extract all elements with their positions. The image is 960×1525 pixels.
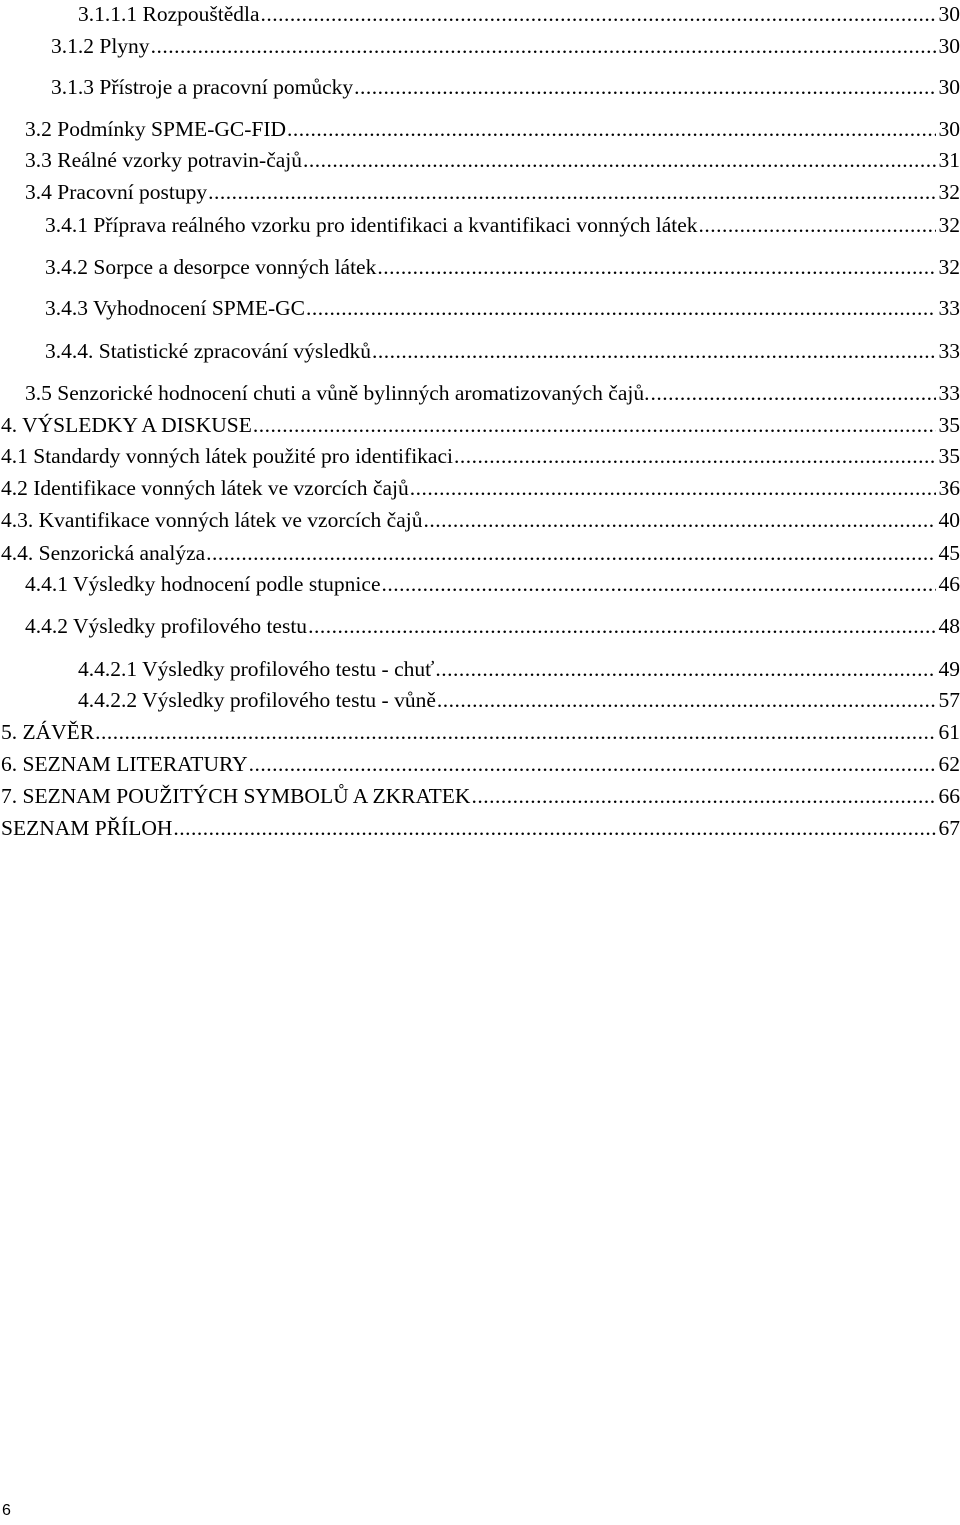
toc-entry-title: 4.4.2.2 Výsledky profilového testu - vůně bbox=[78, 688, 436, 712]
toc-entry[interactable] bbox=[1, 782, 960, 810]
toc-dot-leader bbox=[249, 750, 936, 778]
toc-entry[interactable] bbox=[1, 411, 960, 439]
toc-entry-title: 3.4.3 Vyhodnocení SPME-GC bbox=[45, 296, 306, 320]
toc-entry-page: 30 bbox=[938, 117, 960, 141]
toc-entry[interactable] bbox=[45, 337, 960, 365]
toc-entry-title: 3.1.3 Přístroje a pracovní pomůcky bbox=[51, 75, 354, 99]
toc-dot-leader bbox=[303, 146, 935, 174]
toc-entry[interactable] bbox=[25, 146, 960, 174]
toc-entry-page: 40 bbox=[938, 508, 960, 532]
toc-entry-title: 4.2 Identifikace vonných látek ve vzorcích čajů bbox=[1, 476, 409, 500]
toc-entry-title: 3.3 Reálné vzorky potravin-čajů bbox=[25, 148, 303, 172]
toc-entry[interactable] bbox=[78, 686, 960, 714]
toc-entry[interactable] bbox=[25, 115, 960, 143]
toc-dot-leader bbox=[95, 718, 935, 746]
toc-entry-title: 3.1.2 Plyny bbox=[51, 34, 150, 58]
toc-entry-page: 48 bbox=[938, 614, 960, 638]
toc-entry-title: 3.4 Pracovní postupy bbox=[25, 180, 208, 204]
page-number: 6 bbox=[2, 1502, 11, 1519]
toc-entry[interactable] bbox=[1, 718, 960, 746]
toc-dot-leader bbox=[382, 570, 936, 598]
toc-dot-leader bbox=[454, 442, 936, 470]
toc-dot-leader bbox=[377, 253, 935, 281]
toc-entry-page: 35 bbox=[938, 413, 960, 437]
toc-dot-leader bbox=[151, 32, 936, 60]
toc-dot-leader bbox=[699, 211, 936, 239]
toc-dot-leader bbox=[410, 474, 936, 502]
toc-dot-leader bbox=[308, 612, 935, 640]
toc-entry-title: 3.2 Podmínky SPME-GC-FID bbox=[25, 117, 287, 141]
toc-dot-leader bbox=[423, 506, 935, 534]
toc-entry-title: 3.4.1 Příprava reálného vzorku pro identifikaci a kvantifikaci vonných látek bbox=[45, 213, 698, 237]
toc-entry-page: 66 bbox=[938, 784, 960, 808]
toc-entry[interactable] bbox=[25, 178, 960, 206]
toc-entry[interactable] bbox=[25, 570, 960, 598]
toc-entry-title: 3.1.1.1 Rozpouštědla bbox=[78, 2, 260, 26]
toc-entry-title: 4.3. Kvantifikace vonných látek ve vzorcích čajů bbox=[1, 508, 423, 532]
toc-entry-title: 3.5 Senzorické hodnocení chuti a vůně bylinných aromatizovaných čajů. bbox=[25, 381, 650, 405]
toc-entry[interactable] bbox=[45, 253, 960, 281]
toc-dot-leader bbox=[354, 73, 935, 101]
toc-dot-leader bbox=[471, 782, 935, 810]
toc-entry[interactable] bbox=[78, 655, 960, 683]
toc-entry-page: 32 bbox=[938, 213, 960, 237]
toc-entry-page: 61 bbox=[938, 720, 960, 744]
toc-entry-title: 6. SEZNAM LITERATURY bbox=[1, 752, 248, 776]
toc-entry-page: 33 bbox=[938, 296, 960, 320]
toc-entry-title: 4.4.2 Výsledky profilového testu bbox=[25, 614, 308, 638]
toc-entry[interactable] bbox=[1, 442, 960, 470]
toc-entry-title: 4. VÝSLEDKY A DISKUSE bbox=[1, 413, 252, 437]
toc-entry-title: 3.4.2 Sorpce a desorpce vonných látek bbox=[45, 255, 377, 279]
toc-dot-leader bbox=[437, 686, 936, 714]
toc-entry-page: 36 bbox=[938, 476, 960, 500]
toc-dot-leader bbox=[651, 379, 936, 407]
toc-entry-page: 67 bbox=[938, 816, 960, 840]
toc-dot-leader bbox=[253, 411, 936, 439]
toc-entry-page: 62 bbox=[938, 752, 960, 776]
toc-entry-title: 4.1 Standardy vonných látek použité pro identifikaci bbox=[1, 444, 453, 468]
toc-entry-page: 46 bbox=[938, 572, 960, 596]
toc-entry-page: 30 bbox=[938, 34, 960, 58]
toc-entry[interactable] bbox=[78, 0, 960, 28]
toc-entry-title: 7. SEZNAM POUŽITÝCH SYMBOLŮ A ZKRATEK bbox=[1, 784, 471, 808]
toc-entry[interactable] bbox=[25, 612, 960, 640]
toc-entry-page: 32 bbox=[938, 255, 960, 279]
toc-entry-title: 3.4.4. Statistické zpracování výsledků bbox=[45, 339, 372, 363]
toc-dot-leader bbox=[287, 115, 935, 143]
toc-entry-page: 30 bbox=[938, 2, 960, 26]
toc-entry[interactable] bbox=[45, 211, 960, 239]
toc-entry-page: 45 bbox=[938, 541, 960, 565]
toc-entry-title: 4.4.1 Výsledky hodnocení podle stupnice bbox=[25, 572, 381, 596]
toc-entry[interactable] bbox=[1, 539, 960, 567]
toc-entry-title: SEZNAM PŘÍLOH bbox=[1, 816, 173, 840]
toc-entry-page: 33 bbox=[938, 381, 960, 405]
toc-dot-leader bbox=[306, 294, 935, 322]
toc-dot-leader bbox=[208, 178, 935, 206]
toc-dot-leader bbox=[435, 655, 935, 683]
toc-entry[interactable] bbox=[1, 474, 960, 502]
toc-entry-page: 35 bbox=[938, 444, 960, 468]
toc-entry-page: 32 bbox=[938, 180, 960, 204]
toc-entry[interactable] bbox=[45, 294, 960, 322]
toc-entry-page: 33 bbox=[938, 339, 960, 363]
toc-dot-leader bbox=[372, 337, 935, 365]
toc-entry[interactable] bbox=[51, 73, 960, 101]
toc-entry-title: 4.4.2.1 Výsledky profilového testu - chuť bbox=[78, 657, 435, 681]
toc-entry[interactable] bbox=[1, 750, 960, 778]
toc-entry[interactable] bbox=[25, 379, 960, 407]
toc-entry[interactable] bbox=[1, 814, 960, 842]
toc-entry-page: 31 bbox=[938, 148, 960, 172]
toc-dot-leader bbox=[206, 539, 935, 567]
toc-entry[interactable] bbox=[51, 32, 960, 60]
toc-entry-title: 5. ZÁVĚR bbox=[1, 720, 95, 744]
toc-dot-leader bbox=[261, 0, 936, 28]
toc-entry-page: 30 bbox=[938, 75, 960, 99]
toc-entry-page: 49 bbox=[938, 657, 960, 681]
toc-entry-page: 57 bbox=[938, 688, 960, 712]
toc-entry-title: 4.4. Senzorická analýza bbox=[1, 541, 206, 565]
toc-dot-leader bbox=[173, 814, 935, 842]
toc-entry[interactable] bbox=[1, 506, 960, 534]
